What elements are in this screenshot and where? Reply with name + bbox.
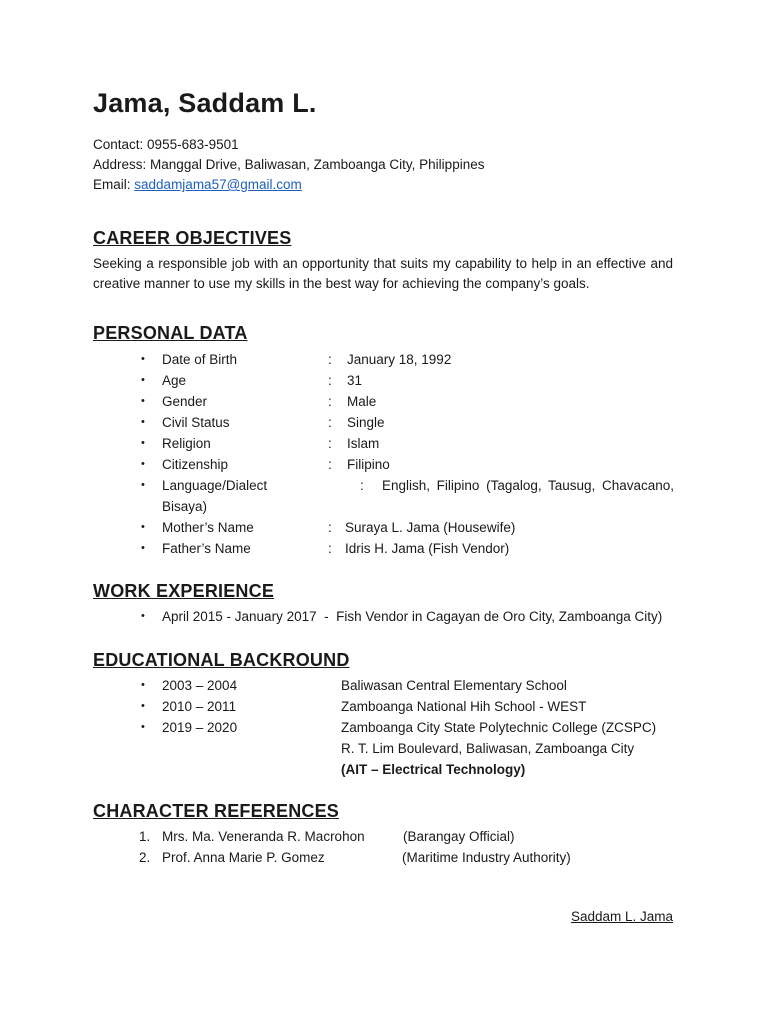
bullet-icon: • bbox=[141, 353, 145, 365]
personal-data-item bbox=[0, 454, 768, 475]
colon-separator: : bbox=[328, 457, 332, 472]
field-value: Male bbox=[347, 394, 377, 409]
colon-separator: : bbox=[328, 541, 332, 556]
field-label: Civil Status bbox=[162, 415, 230, 430]
field-value: English, Filipino (Tagalog, Tausug, Chavacano, bbox=[382, 478, 674, 493]
education-years: 2003 – 2004 bbox=[162, 678, 238, 693]
phone-number: 0955-683-9501 bbox=[147, 137, 239, 152]
colon-separator: : bbox=[328, 394, 332, 409]
education-school: Baliwasan Central Elementary School bbox=[341, 678, 567, 693]
contact-phone-line bbox=[93, 136, 239, 154]
field-value: Filipino bbox=[347, 457, 390, 472]
field-label: Father’s Name bbox=[162, 541, 251, 556]
field-value: 31 bbox=[347, 373, 363, 388]
education-school-address: R. T. Lim Boulevard, Baliwasan, Zamboanga City bbox=[341, 741, 635, 756]
bullet-icon: • bbox=[141, 542, 145, 554]
reference-item bbox=[0, 826, 768, 847]
bullet-icon: • bbox=[141, 416, 145, 428]
personal-data-item bbox=[0, 391, 768, 412]
bullet-icon: • bbox=[141, 700, 145, 712]
reference-name: Prof. Anna Marie P. Gomez bbox=[162, 850, 325, 865]
colon-separator: : bbox=[328, 520, 332, 535]
reference-name: Mrs. Ma. Veneranda R. Macrohon bbox=[162, 829, 365, 844]
contact-email-line bbox=[93, 176, 302, 194]
education-years: 2019 – 2020 bbox=[162, 720, 238, 735]
field-value: Idris H. Jama (Fish Vendor) bbox=[345, 541, 510, 556]
bullet-icon: • bbox=[141, 521, 145, 533]
bullet-icon: • bbox=[141, 374, 145, 386]
bullet-icon: • bbox=[141, 610, 145, 622]
colon-separator: : bbox=[328, 436, 332, 451]
field-value: Islam bbox=[347, 436, 380, 451]
education-school: Zamboanga City State Polytechnic College (ZCSPC) bbox=[341, 720, 657, 735]
field-label: Mother’s Name bbox=[162, 520, 254, 535]
education-item-address bbox=[0, 738, 768, 759]
field-value: Suraya L. Jama (Housewife) bbox=[345, 520, 516, 535]
work-experience-item bbox=[0, 606, 768, 627]
field-label: Date of Birth bbox=[162, 352, 238, 367]
field-label: Gender bbox=[162, 394, 208, 409]
personal-data-item bbox=[0, 517, 768, 538]
bullet-icon: • bbox=[141, 479, 145, 491]
bullet-icon: • bbox=[141, 721, 145, 733]
field-value: Single bbox=[347, 415, 385, 430]
reference-number: 2. bbox=[139, 850, 151, 865]
field-label: Age bbox=[162, 373, 187, 388]
education-item bbox=[0, 675, 768, 696]
personal-data-item bbox=[0, 538, 768, 559]
education-school: Zamboanga National Hih School - WEST bbox=[341, 699, 587, 714]
colon-separator: : bbox=[360, 478, 364, 493]
personal-data-item bbox=[0, 433, 768, 454]
career-objectives-text: Seeking a responsible job with an opportunity that suits my capability to help in an effective and creative manner to use my skills in the best way for achieving the company’s goals. bbox=[93, 256, 673, 291]
bullet-icon: • bbox=[141, 679, 145, 691]
colon-separator: : bbox=[328, 373, 332, 388]
field-label: Language/Dialect bbox=[162, 478, 268, 493]
reference-organization: (Maritime Industry Authority) bbox=[402, 850, 571, 865]
personal-data-item bbox=[0, 412, 768, 433]
address-label: Address: bbox=[93, 157, 147, 172]
bullet-icon: • bbox=[141, 437, 145, 449]
personal-data-heading: PERSONAL DATA bbox=[93, 323, 248, 343]
personal-data-item-continuation bbox=[0, 496, 768, 517]
email-link[interactable]: saddamjama57@gmail.com bbox=[134, 177, 302, 192]
reference-organization: (Barangay Official) bbox=[403, 829, 515, 844]
field-label: Citizenship bbox=[162, 457, 229, 472]
signature-name: Saddam L. Jama bbox=[571, 909, 674, 924]
reference-number: 1. bbox=[139, 829, 151, 844]
applicant-name: Jama, Saddam L. bbox=[93, 88, 317, 118]
personal-data-item bbox=[0, 349, 768, 370]
work-experience-heading: WORK EXPERIENCE bbox=[93, 581, 275, 601]
education-course: (AIT – Electrical Technology) bbox=[341, 762, 526, 777]
colon-separator: : bbox=[328, 415, 332, 430]
bullet-icon: • bbox=[141, 458, 145, 470]
career-objectives-heading: CAREER OBJECTIVES bbox=[93, 228, 292, 248]
bullet-icon: • bbox=[141, 395, 145, 407]
education-item bbox=[0, 696, 768, 717]
education-heading: EDUCATIONAL BACKROUND bbox=[93, 650, 350, 670]
education-years: 2010 – 2011 bbox=[162, 699, 237, 714]
personal-data-item bbox=[0, 370, 768, 391]
contact-address-line bbox=[93, 156, 484, 174]
education-item-course bbox=[0, 759, 768, 780]
email-label: Email: bbox=[93, 177, 131, 192]
character-references-heading: CHARACTER REFERENCES bbox=[93, 801, 340, 821]
education-item bbox=[0, 717, 768, 738]
address-text: Manggal Drive, Baliwasan, Zamboanga City, Philippines bbox=[150, 157, 485, 172]
field-value-continuation: Bisaya) bbox=[162, 499, 208, 514]
field-label: Religion bbox=[162, 436, 211, 451]
reference-item bbox=[0, 847, 768, 868]
field-value: January 18, 1992 bbox=[347, 352, 452, 367]
work-experience-text: April 2015 - January 2017 - Fish Vendor in Cagayan de Oro City, Zamboanga City) bbox=[162, 609, 663, 624]
personal-data-item bbox=[0, 475, 768, 496]
phone-label: Contact: bbox=[93, 137, 144, 152]
colon-separator: : bbox=[328, 352, 332, 367]
